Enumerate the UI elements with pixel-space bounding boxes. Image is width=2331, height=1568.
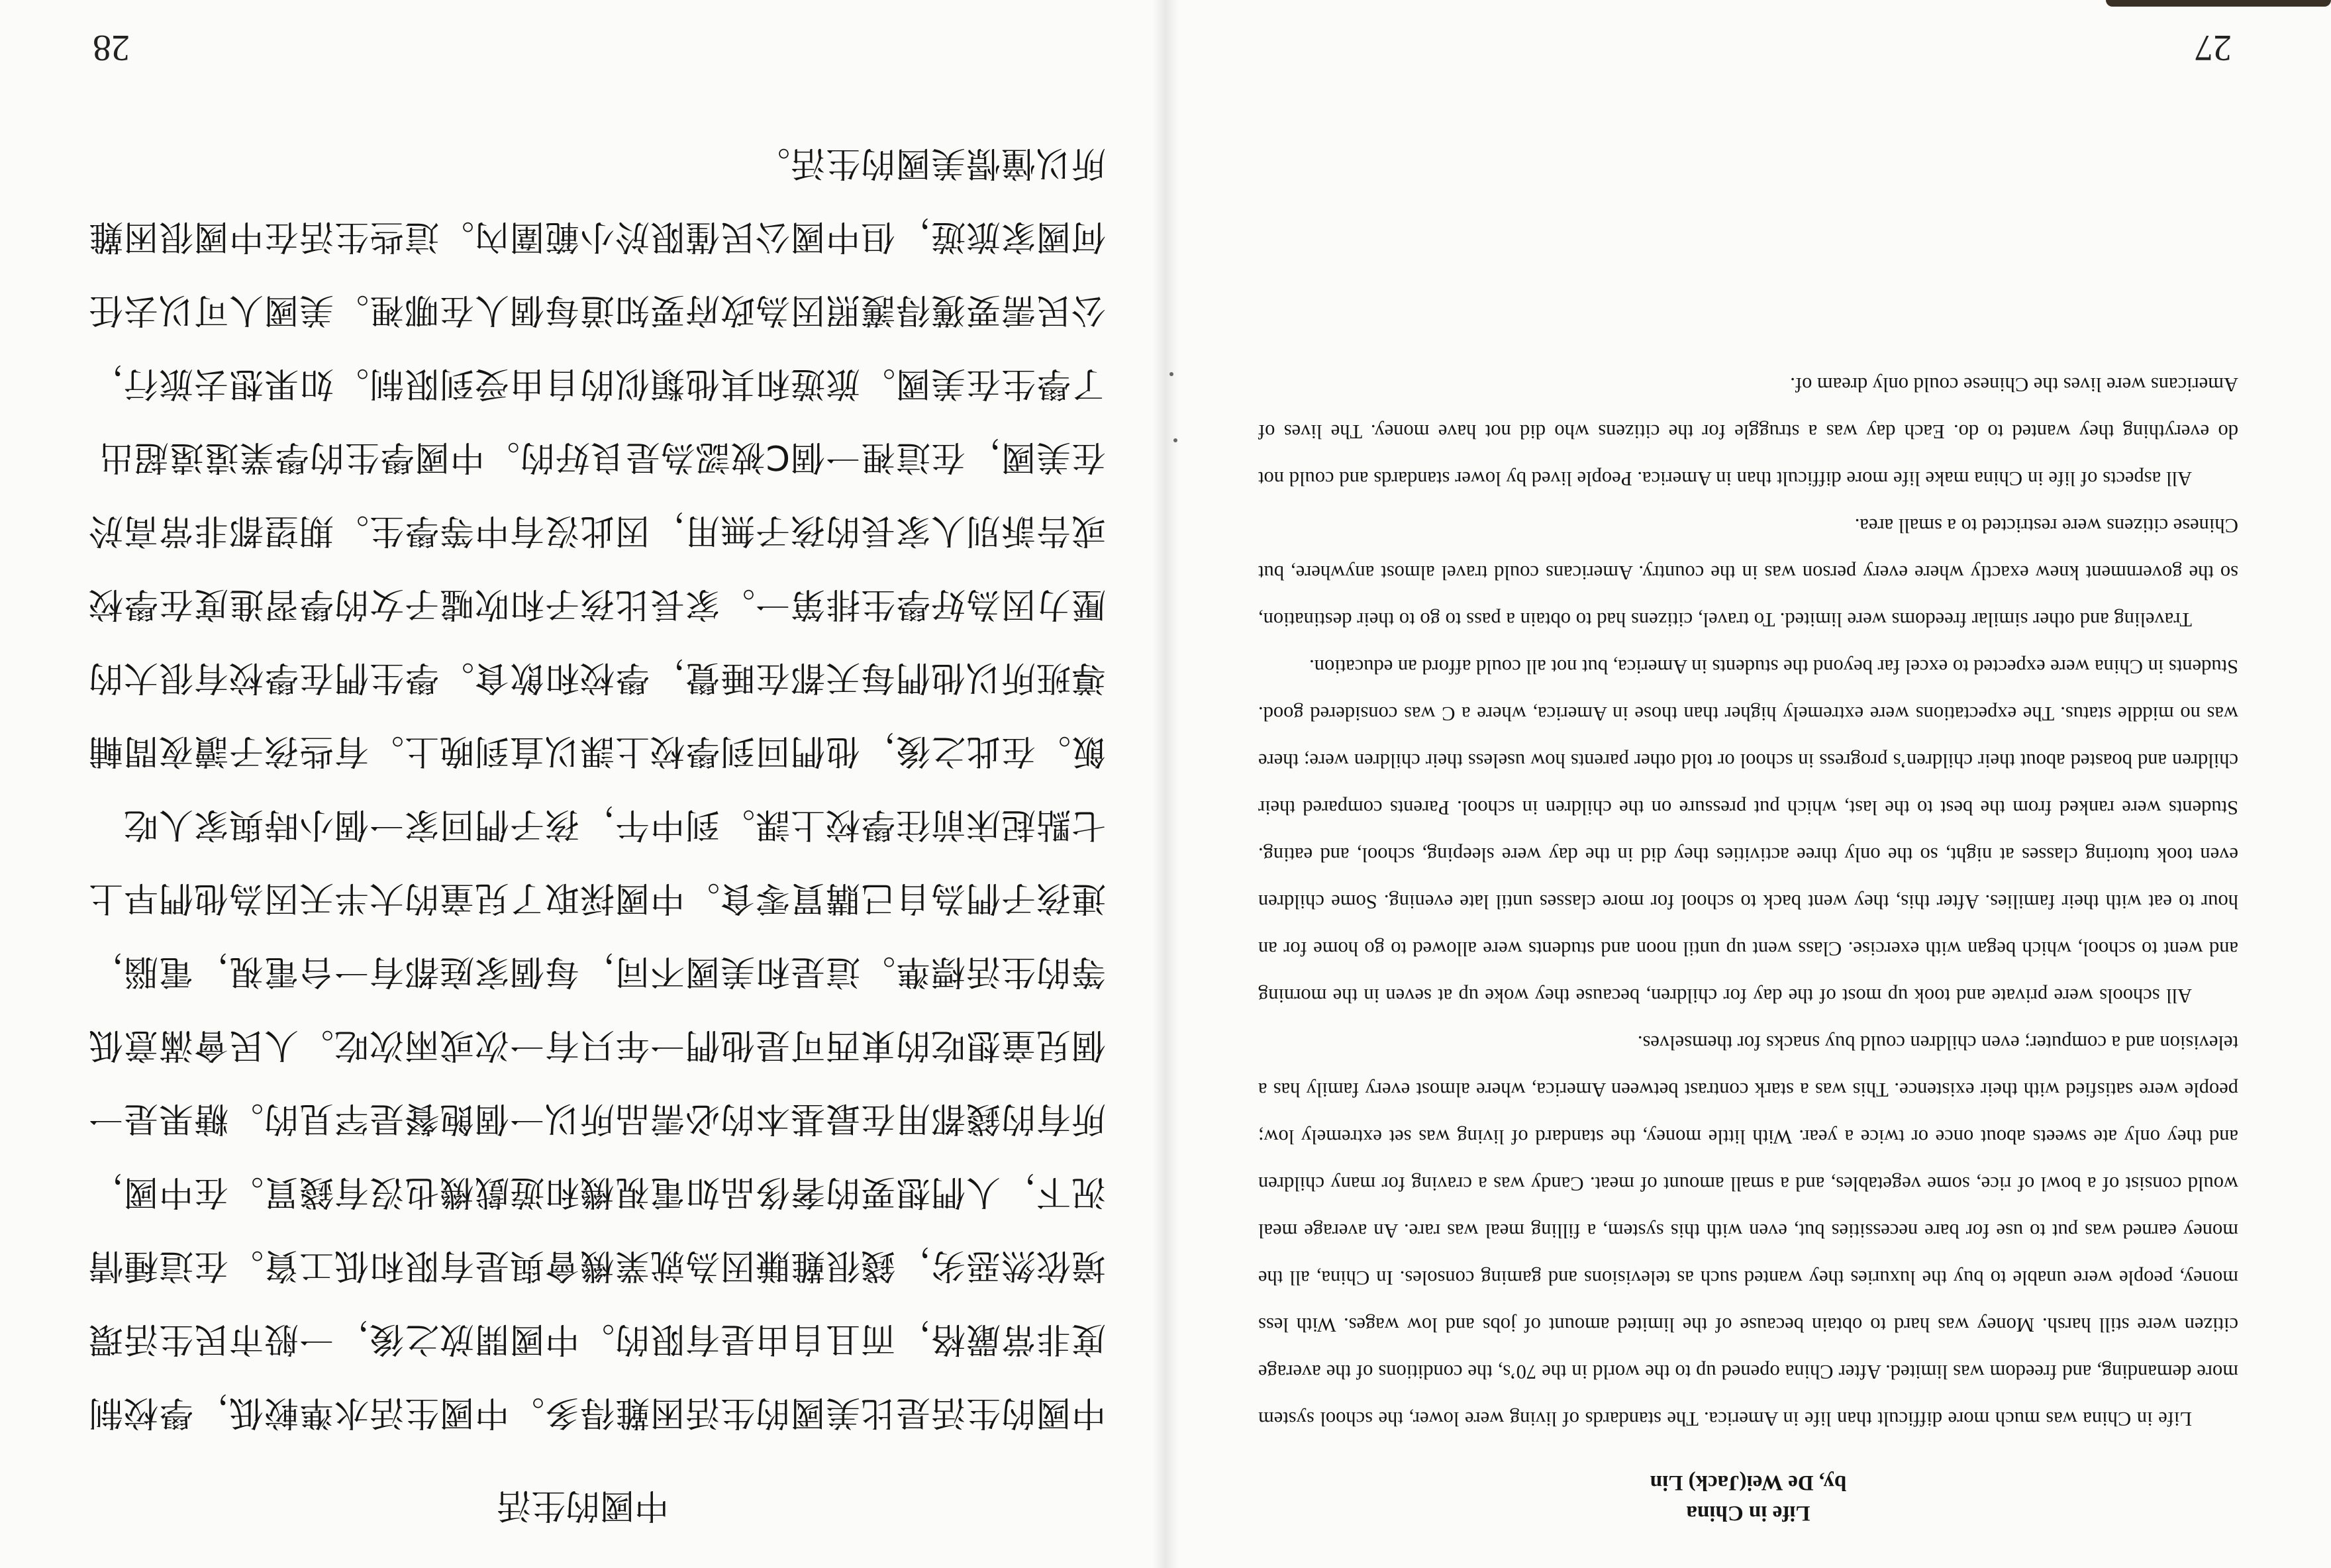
english-header [1166, 1467, 2331, 1528]
english-paragraph: All aspects of life in China make life more difficult than in America. People lived by lower standards and could not do everything they wanted to do. Each day was a struggle for the citizens who did not have money. The lives of Americans were lives the Chinese could only dream of. [1258, 373, 2238, 490]
chinese-body [66, 126, 1106, 1449]
english-byline: by, De Wei(Jack) Lin [1650, 1471, 1847, 1494]
scan-edge-shadow [2106, 0, 2331, 7]
page-number: 28 [93, 27, 130, 68]
chinese-paragraph: 中國的生活是比美國的生活困難得多。中國生活水準較低，學校制度非常嚴格，而且自由是有限的。中國開放之後，一般市民生活環境依然惡劣，錢很難賺因為就業機會與是有限和低工資。在這種情況下，人們想要的奢侈品如電視機和遊戲機也沒有錢買。在中國，所有的錢都用在最基本的必需品所以一個飽餐是罕見的。糖果是一個兒童想吃的東西可是他們一年只有一次或兩次吃。人民會滿意低等的生活標準。這是和美國不同，每個家庭都有一台電視，電腦，連孩子們為自己購買零食。中國採取了兒童的大半天因為他們早上七點起床前往學校上課。到中午，孩子們回家一個小時與家人吃飯。在此之後，他們回到學校上課以直到晚上。有些孩子讀夜間輔導班所以他們每天都在睡覺，學校和飲食。學生們在學校有很大的壓力因為好學生排第一。家長比孩子和吹噓子女的學習進度在學校或告訴別人家長的孩子無用，因此沒有中等學生。期望都非常高於在美國，在這裡一個C被認為是良好的。中國學生的學業遠遠超出了學生在美國。旅遊和其他類似的自由受到限制。如果想去旅行，公民需要獲得護照因為政府要知道每個人在哪裡。美國人可以去任何國家旅遊，但中國公民僅限於小範圍內。這些生活在中國很困難所以憧憬美國的生活。 [87, 143, 1106, 1432]
english-paragraph: Life in China was much more difficult than life in America. The standards of living were lower, the school system more demanding, and freedom was limited. After China opened up to the world in the 70’s, the conditions of the average citizen were still harsh. Money was hard to obtain because of the limited amount of jobs and low wages. With less money, people were unable to buy the luxuries they wanted such as televisions and gaming consoles. In China, all the money earned was put to use for bare necessities but, even with this system, a filling meal was rare. An average meal would consist of a bowl of rice, some vegetables, and a small amount of meat. Candy was a craving for many children and they only ate sweets about once or twice a year. With little money, the standard of living was set extremely low; people were satisfied with their existence. This was a stark contrast between America, where almost every family has a television and a computer; even children could buy snacks for themselves. [1258, 1032, 2238, 1430]
chinese-title: 中國的生活 [497, 1485, 670, 1525]
page-number: 27 [2195, 27, 2232, 68]
english-body [1258, 361, 2238, 1442]
english-paragraph: Traveling and other similar freedoms were limited. To travel, citizens had to obtain a pass to go to their destination, so the government knew exactly where every person was in the country. Americans could travel almost anywhere, but Chinese citizens were restricted to a small area. [1258, 514, 2238, 631]
book-gutter-shadow [1152, 0, 1179, 1568]
english-page [1166, 0, 2331, 1568]
english-title: Life in China [1686, 1501, 1810, 1525]
scan-speck [1173, 438, 1177, 442]
english-paragraph: All schools were private and took up most of the day for children, because they woke up at seven in the morning and went to school, which began with exercise. Class went up until noon and students were allowed to go home for an hour to eat with their families. After this, they went back to school for more classes until late evening. Some children even took tutoring classes at night, so the only three activities they did in the day were sleeping, school, and eating. Students were ranked from the best to the last, which put pressure on the children in school. Parents compared their children and boasted about their children’s progress in school or told other parents how useless their children were; there was no middle status. The expectations were extremely higher than those in America, where a C was considered good. Students in China were expected to excel far beyond the students in America, but not all could afford an education. [1258, 656, 2238, 1007]
scan-speck [1169, 372, 1173, 376]
